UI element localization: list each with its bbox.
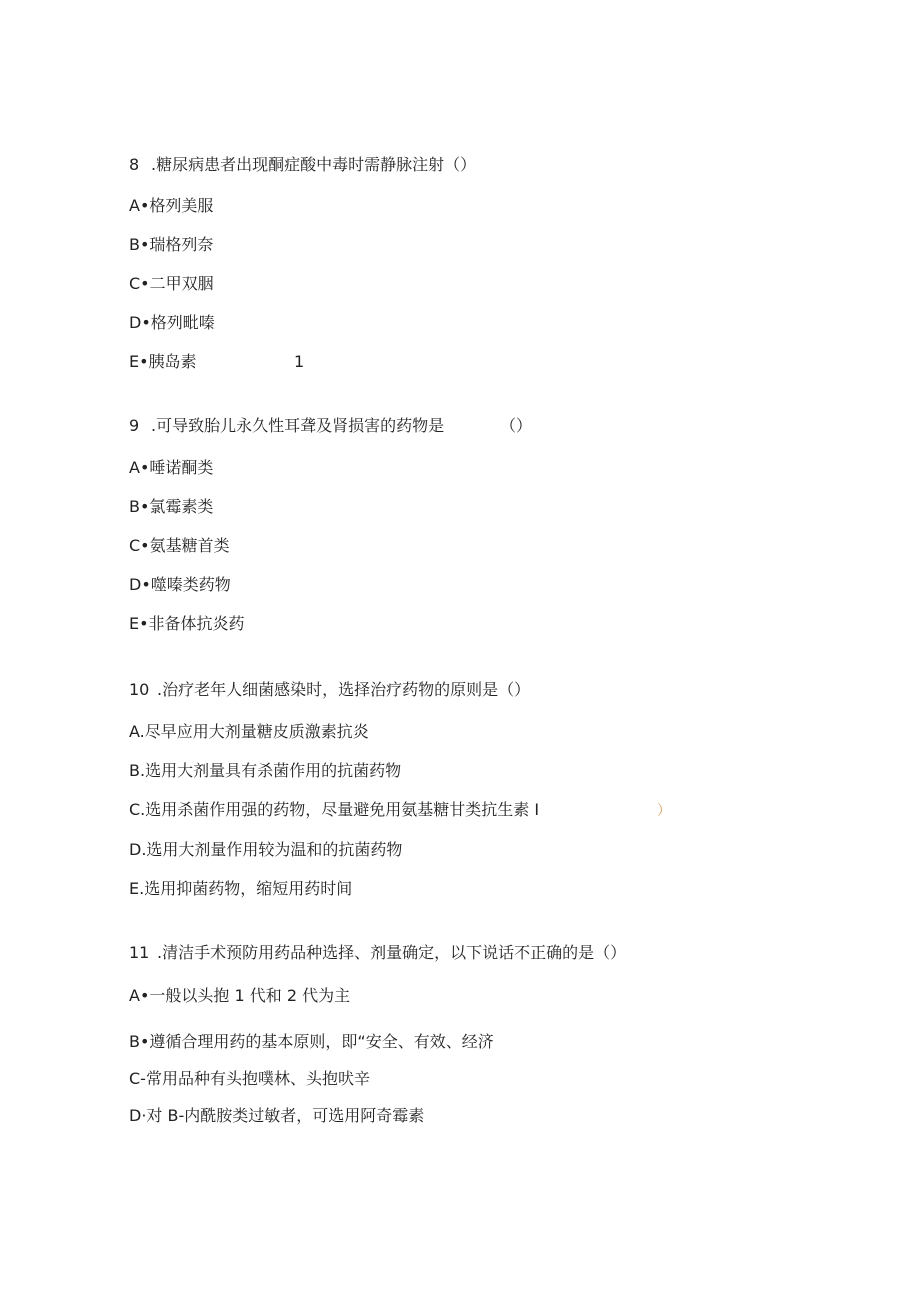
option-b: B•氯霉素类 (129, 497, 214, 516)
question-9-stem (129, 416, 444, 436)
option-b: B.选用大剂量具有杀菌作用的抗菌药物 (129, 761, 402, 780)
question-number: 10 (129, 680, 150, 699)
question-text: .糖尿病患者出现酮症酸中毒时需静脉注射（） (151, 155, 477, 174)
option-c: C.选用杀菌作用强的药物，尽量避免用氨基糖甘类抗生素 I (129, 800, 540, 819)
option-a: A•一般以头抱 1 代和 2 代为主 (129, 986, 351, 1005)
option-a: A.尽早应用大剂量糖皮质激素抗炎 (129, 722, 369, 741)
question-10-stem (129, 680, 530, 700)
option-c: C•氨基糖首类 (129, 536, 230, 555)
question-number: 9 (129, 416, 140, 435)
option-a: A•格列美服 (129, 196, 214, 215)
answer-paren: （） (500, 416, 533, 435)
option-c: C-常用品种有头抱噗林、头抱吠辛 (129, 1069, 370, 1088)
option-d: D.选用大剂量作用较为温和的抗菌药物 (129, 840, 403, 859)
stray-mark: 1 (294, 352, 305, 371)
question-number: 11 (129, 943, 150, 962)
option-b: B•瑞格列奈 (129, 235, 214, 254)
option-d: D·对 B-内酰胺类过敏者，可选用阿奇霉素 (129, 1106, 425, 1125)
option-e: E•非备体抗炎药 (129, 614, 245, 633)
option-d: D•格列毗嗪 (129, 313, 215, 332)
option-b: B•遵循合理用药的基本原则，即“安全、有效、经济 (129, 1032, 494, 1051)
question-text: .可导致胎儿永久性耳聋及肾损害的药物是 (151, 416, 445, 435)
question-text: .清洁手术预防用药品种选择、剂量确定，以下说话不正确的是（） (157, 943, 627, 962)
question-11-stem (129, 943, 626, 963)
option-d: D•噬嗪类药物 (129, 575, 231, 594)
trailing-paren: ） (657, 803, 671, 819)
question-8-stem (129, 155, 476, 175)
question-text: .治疗老年人细菌感染时，选择治疗药物的原则是（） (157, 680, 531, 699)
option-a: A•唾诺酮类 (129, 458, 214, 477)
option-c: C•二甲双胭 (129, 274, 214, 293)
option-e: E.选用抑菌药物，缩短用药时间 (129, 879, 353, 898)
option-e: E•胰岛素 (129, 352, 197, 371)
question-number: 8 (129, 155, 140, 174)
